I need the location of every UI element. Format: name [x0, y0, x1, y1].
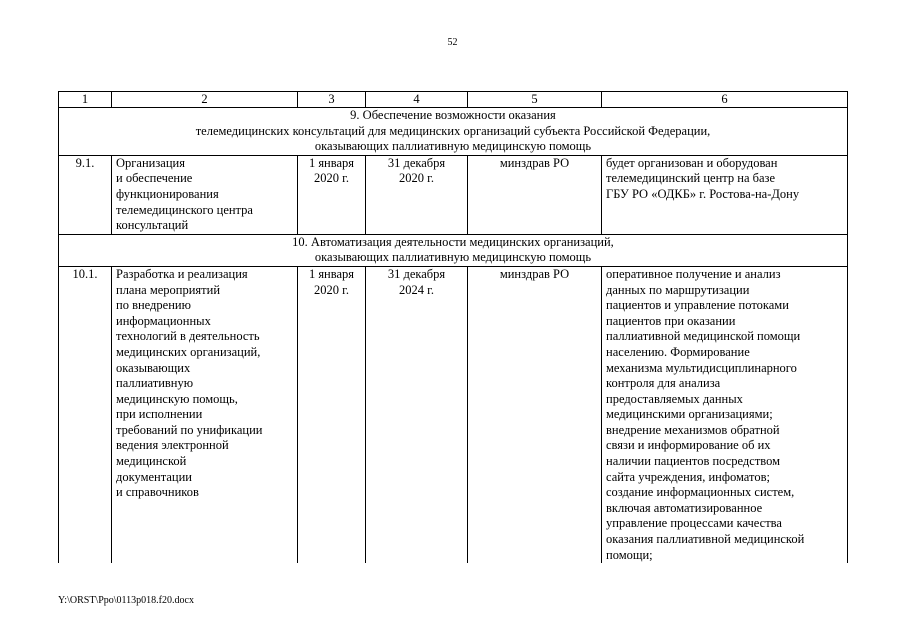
expected-result-line: помощи;: [606, 547, 653, 562]
start-date-line: 1 января: [308, 155, 355, 170]
measure-name-line: Организация: [116, 155, 185, 170]
measure-name-line: оказывающих: [116, 360, 191, 375]
expected-result-line: оказания паллиативной медицинской: [606, 532, 805, 547]
end-date-line: 2020 г.: [399, 171, 434, 186]
measure-name-line: и обеспечение: [116, 171, 193, 186]
column-number-4: 4: [366, 92, 468, 108]
section-9-row: [59, 108, 848, 156]
expected-result-line: контроля для анализа: [606, 376, 721, 391]
table-header-row: [59, 92, 848, 108]
expected-result-line: данных по маршрутизации: [606, 282, 750, 297]
expected-result: [602, 155, 848, 234]
measure-name-line: информационных: [116, 313, 211, 328]
end-date-line: 31 декабря: [387, 266, 446, 281]
section-9-title: [59, 108, 848, 156]
expected-result-line: управление процессами качества: [606, 516, 782, 531]
measure-name-line: при исполнении: [116, 407, 203, 422]
expected-result-line: внедрение механизмов обратной: [606, 422, 780, 437]
measure-name-line: медицинских организаций,: [116, 344, 261, 359]
measure-name-line: технологий в деятельность: [116, 329, 260, 344]
section-9-title-line: телемедицинских консультаций для медицинских организаций субъекта Российской Федерации,: [195, 123, 711, 138]
measure-name-line: Разработка и реализация: [116, 266, 248, 281]
measure-name-line: по внедрению: [116, 298, 191, 313]
responsible: минздрав РО: [468, 266, 602, 563]
measure-name-line: требований по унификации: [116, 422, 263, 437]
expected-result-line: оперативное получение и анализ: [606, 266, 781, 281]
measure-name-line: медицинской: [116, 454, 187, 469]
expected-result-line: пациентов и управление потоками: [606, 298, 789, 313]
expected-result-line: телемедицинский центр на базе: [606, 171, 776, 186]
section-10-title-line: оказывающих паллиативную медицинскую помощь: [314, 250, 592, 265]
column-number-2: 2: [112, 92, 298, 108]
expected-result: [602, 266, 848, 563]
column-number-6: 6: [602, 92, 848, 108]
expected-result-line: наличии пациентов посредством: [606, 454, 781, 469]
page-number: 52: [447, 37, 458, 48]
expected-result-line: населению. Формирование: [606, 344, 750, 359]
measure-name-line: консультаций: [116, 218, 189, 233]
measure-name-line: ведения электронной: [116, 438, 229, 453]
expected-result-line: создание информационных систем,: [606, 485, 795, 500]
column-number-1: 1: [59, 92, 112, 108]
file-path-footer: Y:\ORST\Ppo\0113p018.f20.docx: [58, 595, 194, 606]
measure-name-line: документации: [116, 469, 192, 484]
row-number: 10.1.: [59, 266, 112, 563]
section-10-title-line: 10. Автоматизация деятельности медицинских организаций,: [292, 234, 614, 249]
measure-name-line: плана мероприятий: [116, 282, 221, 297]
expected-result-line: будет организован и оборудован: [606, 155, 778, 170]
measures-table: [58, 91, 848, 563]
expected-result-line: пациентов при оказании: [606, 313, 736, 328]
measure-name-line: медицинскую помощь,: [116, 391, 238, 406]
expected-result-line: паллиативной медицинской помощи: [606, 329, 801, 344]
expected-result-line: связи и информирование об их: [606, 438, 771, 453]
start-date-line: 2020 г.: [314, 171, 349, 186]
end-date-line: 31 декабря: [387, 155, 446, 170]
expected-result-line: медицинскими организациями;: [606, 407, 773, 422]
start-date: [298, 266, 366, 563]
measure-name-line: паллиативную: [116, 376, 194, 391]
table-row-10-1: [59, 266, 848, 563]
measure-name-line: и справочников: [116, 485, 199, 500]
section-10-title: [59, 234, 848, 266]
expected-result-line: механизма мультидисциплинарного: [606, 360, 797, 375]
responsible: минздрав РО: [468, 155, 602, 234]
end-date-line: 2024 г.: [399, 282, 434, 297]
column-number-3: 3: [298, 92, 366, 108]
expected-result-line: ГБУ РО «ОДКБ» г. Ростова-на-Дону: [606, 186, 800, 201]
expected-result-line: предоставляемых данных: [606, 391, 743, 406]
section-9-title-line: 9. Обеспечение возможности оказания: [350, 108, 556, 122]
end-date: [366, 266, 468, 563]
expected-result-line: включая автоматизированное: [606, 500, 763, 515]
table-row-9-1: [59, 155, 848, 234]
section-9-title-line: оказывающих паллиативную медицинскую помощь: [314, 139, 592, 154]
section-10-row: [59, 234, 848, 266]
start-date-line: 1 января: [308, 266, 355, 281]
end-date: [366, 155, 468, 234]
start-date: [298, 155, 366, 234]
measure-name: [112, 155, 298, 234]
measure-name: [112, 266, 298, 563]
start-date-line: 2020 г.: [314, 282, 349, 297]
measure-name-line: телемедицинского центра: [116, 202, 253, 217]
expected-result-line: сайта учреждения, инфоматов;: [606, 469, 770, 484]
column-number-5: 5: [468, 92, 602, 108]
row-number: 9.1.: [59, 155, 112, 234]
measure-name-line: функционирования: [116, 186, 219, 201]
